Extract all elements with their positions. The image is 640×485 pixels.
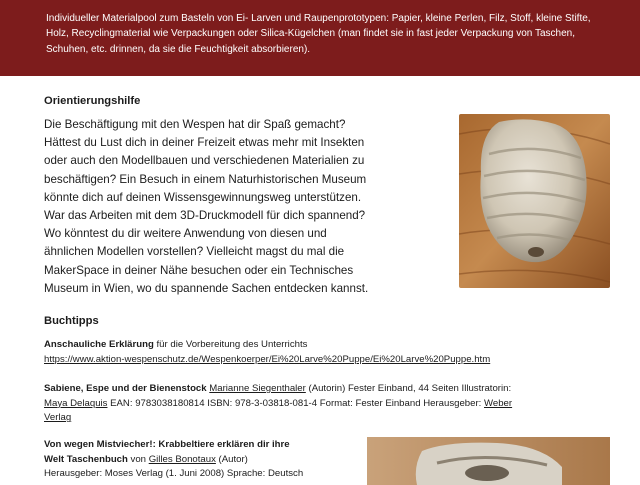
book-2-details: EAN: 9783038180814 ISBN: 978-3-03818-081-4 Format: Fester Einband Herausgeber: — [107, 397, 484, 409]
orientation-line: Hättest du Lust dich in deiner Freizeit etwas mehr mit Insekten — [44, 136, 365, 150]
book-3-title-line-1: Von wegen Mistviecher!: Krabbeltiere erklären dir ihre — [44, 439, 290, 450]
book-2-author-link[interactable]: Marianne Siegenthaler — [209, 383, 306, 394]
orientation-line: oder auch den Modellbauen und verschiedenen Materialien zu — [44, 154, 365, 168]
wasp-nest-photo — [459, 114, 610, 288]
wasp-nest-photo-2 — [367, 437, 610, 485]
book-3-author-role: (Autor) — [215, 453, 248, 465]
book-2-illustrator-link[interactable]: Maya Delaquis — [44, 397, 108, 409]
book-2-publisher-cont[interactable]: Verlag — [44, 412, 72, 424]
book-1-text: für die Vorbereitung des Unterrichts — [153, 339, 308, 350]
orientation-heading: Orientierungshilfe — [44, 95, 141, 107]
orientation-line: könnte dich auf deinen Wissensgewinnungsweg unterstützen. — [44, 190, 362, 204]
orientation-paragraph — [44, 116, 424, 298]
material-banner — [0, 0, 640, 76]
book-entry-1 — [44, 338, 584, 367]
book-2-title: Sabiene, Espe und der Bienenstock — [44, 383, 207, 394]
orientation-line: War das Arbeiten mit dem 3D-Druckmodell für dich spannend? — [44, 209, 366, 223]
book-entry-2 — [44, 382, 584, 426]
book-3-by: von — [127, 453, 149, 465]
book-1-title: Anschauliche Erklärung — [44, 339, 154, 350]
orientation-line: Wo könntest du dir weitere Anwendung von diesen und — [44, 227, 327, 241]
orientation-line: beschäftigen? Ein Besuch in einem Naturhistorischen Museum — [44, 172, 367, 186]
orientation-line: MakerSpace in deiner Nähe besuchen oder ein Technisches — [44, 263, 354, 277]
book-3-details: Herausgeber: Moses Verlag (1. Juni 2008) Sprache: Deutsch — [44, 468, 304, 480]
banner-text: Individueller Materialpool zum Basteln von Ei- Larven und Raupenprototypen: Papier, kleine Perlen, Filz, Stoff, kleine Stifte, Holz, Recyclingmaterial wie Verpackungen oder Silica-Kügelchen (man findet sie in fast jeder Verpackung von Taschen, Schuhen, etc. drinnen, da sie die Feuchtigkeit absorbieren). — [46, 13, 591, 55]
books-heading: Buchtipps — [44, 315, 99, 327]
orientation-line: ähnlichen Modellen vorstellen? Vielleicht magst du mal die — [44, 245, 345, 259]
book-3-title-line-2: Welt Taschenbuch — [44, 453, 128, 465]
book-entry-3 — [44, 438, 354, 482]
orientation-line: Die Beschäftigung mit den Wespen hat dir Spaß gemacht? — [44, 118, 346, 131]
orientation-line: Museum in Wien, wo du spannende Sachen entdecken kannst. — [44, 281, 369, 295]
book-2-author-role: (Autorin) Fester Einband, 44 Seiten Illustratorin: — [305, 383, 512, 394]
book-1-link[interactable]: https://www.aktion-wespenschutz.de/Wespenkoerper/Ei%20Larve%20Puppe/Ei%20Larve%20Puppe.htm — [44, 353, 491, 365]
book-2-publisher-link[interactable]: Weber — [484, 397, 513, 409]
book-3-author-link[interactable]: Gilles Bonotaux — [148, 453, 216, 465]
